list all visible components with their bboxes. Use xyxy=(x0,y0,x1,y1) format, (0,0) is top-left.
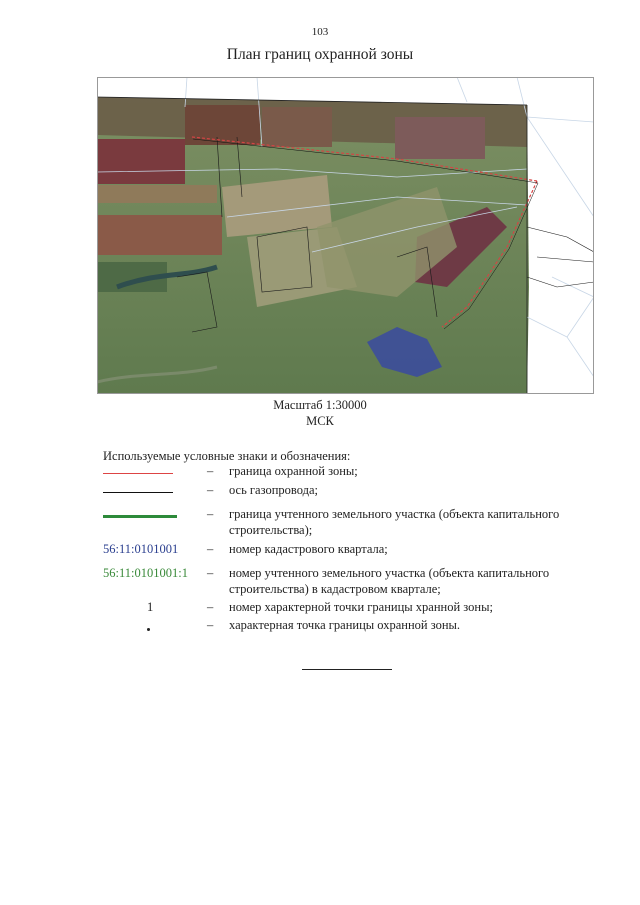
legend-text: номер характерной точки границы хранной зоны; xyxy=(229,600,493,614)
map-scale xyxy=(0,397,640,429)
legend-dash: – xyxy=(207,618,214,632)
legend-text: характерная точка границы охранной зоны. xyxy=(229,618,461,632)
legend-text: ось газопровода; xyxy=(229,483,319,497)
legend-dash: – xyxy=(207,464,214,478)
scale-label: Масштаб 1:30000 xyxy=(273,398,367,412)
legend-dash: – xyxy=(207,566,214,580)
legend-dash: – xyxy=(207,483,214,497)
legend-dash: – xyxy=(207,600,214,614)
parcel-code-sample: 56:11:0101001:1 xyxy=(103,566,188,580)
legend-text: номер кадастрового квартала; xyxy=(229,542,388,556)
quarter-code-sample: 56:11:0101001 xyxy=(103,542,179,556)
footer-divider xyxy=(302,669,392,670)
legend-text: граница охранной зоны; xyxy=(229,464,358,478)
page-title: План границ охранной зоны xyxy=(226,46,414,63)
legend-dash: – xyxy=(207,507,214,521)
legend-dash: – xyxy=(207,542,214,556)
coordinate-system-label: МСК xyxy=(306,414,334,428)
legend-text: граница учтенного земельного участка (объекта капитального строительства); xyxy=(229,507,560,537)
point-number-sample: 1 xyxy=(147,600,154,614)
satellite-map[interactable] xyxy=(97,77,594,394)
legend-heading: Используемые условные знаки и обозначения: xyxy=(103,449,351,463)
page-number: 103 xyxy=(311,26,329,38)
legend-text: номер учтенного земельного участка (объекта капитального строительства) в кадастровом квартале; xyxy=(229,566,550,596)
